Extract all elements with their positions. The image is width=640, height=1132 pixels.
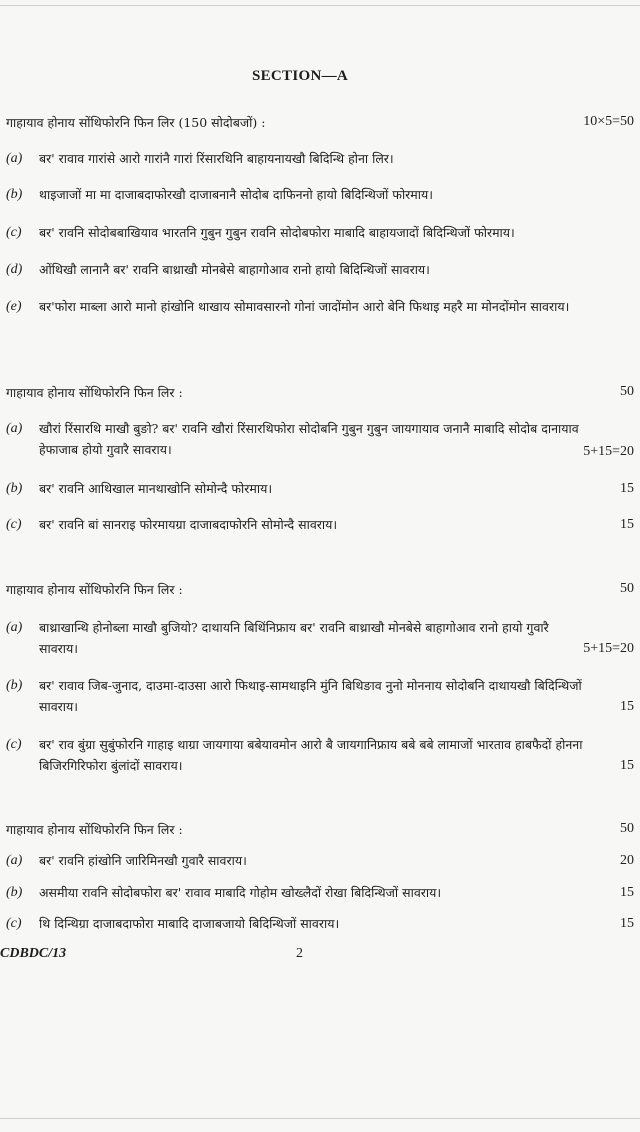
question-heading-text: गाहायाव होनाय सोंथिफोरनि फिन लिर : bbox=[6, 385, 183, 400]
part-marks: 15 bbox=[620, 699, 634, 714]
part-text: बर' रावनि आथिखाल मानथाखोनि सोमोन्दै फोरमाय। bbox=[39, 481, 273, 496]
part-marks: 15 bbox=[620, 916, 634, 931]
question-marks: 10×5=50 bbox=[583, 114, 634, 129]
part-text: बर' रावनि सोदोबबाखियाव भारतनि गुबुन गुबुन रावनि सोदोबफोरा माबादि बाहायजादों बिदिन्थिजों फोरमाय। bbox=[39, 225, 515, 240]
q1-part-a bbox=[6, 148, 634, 169]
q3-part-a bbox=[6, 617, 634, 659]
question-4-heading bbox=[6, 821, 634, 838]
question-2-heading bbox=[6, 384, 634, 401]
part-label: (b) bbox=[6, 678, 23, 693]
part-label: (d) bbox=[6, 262, 23, 277]
part-text: बाथ्राखान्थि होनोब्ला माखौ बुजियो? दाथायनि बिथिंनिफ्राय बर' रावनि बाथ्राखौ मोनबेसे बाहागोआव रानो हायो गुवारै सावराय। bbox=[39, 620, 549, 656]
q4-part-c bbox=[6, 913, 634, 934]
part-label: (c) bbox=[6, 916, 22, 931]
q2-part-b bbox=[6, 478, 634, 499]
part-label: (c) bbox=[6, 225, 22, 240]
part-label: (a) bbox=[6, 853, 23, 868]
part-text: बर' राव बुंग्रा सुबुंफोरनि गाहाइ थाग्रा जायगाया बबेयावमोन आरो बै जायगानिफ्राय बबे बबे लामाजों भारताव हाबफैदों होनना बिजिरगिरिफोरा बुंलांदों सावराय। bbox=[39, 737, 583, 773]
part-text: असमीया रावनि सोदोबफोरा बर' रावाव माबादि गोहोम खोख्लैदों रोखा बिदिन्थिजों सावराय। bbox=[39, 885, 442, 900]
part-label: (a) bbox=[6, 151, 23, 166]
part-label: (b) bbox=[6, 481, 23, 496]
q4-part-a bbox=[6, 850, 634, 871]
question-heading-text: गाहायाव होनाय सोंथिफोरनि फिन लिर : bbox=[6, 822, 183, 837]
part-text: बर' रावाव जिब-जुनाद, दाउमा-दाउसा आरो फिथाइ-सामथाइनि मुंनि बिथिङाव नुनो मोननाय सोदोबनि दाथायखौ बिदिन्थिजों सावराय। bbox=[39, 678, 582, 714]
part-marks: 5+15=20 bbox=[583, 444, 634, 459]
part-marks: 15 bbox=[620, 481, 634, 496]
part-text: ओंथिखौ लानानै बर' रावनि बाथ्राखौ मोनबेसे बाहागोआव रानो हायो बिदिन्थिजों सावराय। bbox=[39, 262, 430, 277]
q3-part-b bbox=[6, 675, 634, 717]
q1-part-b bbox=[6, 184, 634, 205]
part-text: बर' रावाव गारांसे आरो गारांनै गारां रिंसारथिनि बाहायनायखौ बिदिन्थि होना लिर। bbox=[39, 151, 394, 166]
q4-part-b bbox=[6, 882, 634, 903]
part-label: (a) bbox=[6, 421, 23, 436]
part-text: बर' रावनि हांखोनि जारिमिनखौ गुवारै सावराय। bbox=[39, 853, 247, 868]
top-edge-line bbox=[0, 5, 640, 6]
part-text: खौरां रिंसारथि माखौ बुङो? बर' रावनि खौरां रिंसारथिफोरा सोदोबनि गुबुन गुबुन जायगायाव जनानै माबादि सोदोब दानायाव हेफाजाब होयो गुवारै सावराय। bbox=[39, 421, 579, 457]
part-label: (c) bbox=[6, 737, 22, 752]
part-text: थाइजाजों मा मा दाजाबदाफोरखौ दाजाबनानै सोदोब दाफिननो हायो बिदिन्थिजों फोरमाय। bbox=[39, 187, 433, 202]
question-heading-text: गाहायाव होनाय सोंथिफोरनि फिन लिर (150 सोदोबजों) : bbox=[6, 115, 266, 130]
part-marks: 15 bbox=[620, 758, 634, 773]
part-label: (b) bbox=[6, 187, 23, 202]
part-label: (c) bbox=[6, 517, 22, 532]
question-marks: 50 bbox=[620, 384, 634, 399]
page-number: 2 bbox=[296, 946, 303, 961]
q2-part-c bbox=[6, 514, 634, 535]
question-heading-text: गाहायाव होनाय सोंथिफोरनि फिन लिर : bbox=[6, 582, 183, 597]
question-marks: 50 bbox=[620, 821, 634, 836]
q1-part-d bbox=[6, 259, 634, 280]
part-marks: 5+15=20 bbox=[583, 641, 634, 656]
part-text: थि दिन्थिग्रा दाजाबदाफोरा माबादि दाजाबजायो बिदिन्थिजों सावराय। bbox=[39, 916, 340, 931]
part-label: (b) bbox=[6, 885, 23, 900]
paper-code: CDBDC/13 bbox=[0, 946, 67, 961]
part-label: (e) bbox=[6, 299, 22, 314]
q2-part-a bbox=[6, 418, 634, 460]
page-footer bbox=[0, 946, 640, 966]
question-marks: 50 bbox=[620, 581, 634, 596]
question-1-heading bbox=[6, 114, 634, 131]
part-marks: 15 bbox=[620, 885, 634, 900]
bottom-edge-line bbox=[0, 1118, 640, 1119]
part-label: (a) bbox=[6, 620, 23, 635]
q1-part-c bbox=[6, 222, 634, 243]
part-text: बर'फोरा माब्ला आरो मानो हांखोनि थाखाय सोमावसारनो गोनां जादोंमोन आरो बेनि फिथाइ महरै मा मोनदोंमोन सावराय। bbox=[39, 299, 570, 314]
q3-part-c bbox=[6, 734, 634, 776]
section-title: SECTION—A bbox=[251, 68, 349, 84]
part-marks: 20 bbox=[620, 853, 634, 868]
question-3-heading bbox=[6, 581, 634, 598]
part-marks: 15 bbox=[620, 517, 634, 532]
part-text: बर' रावनि बां सानराइ फोरमायग्रा दाजाबदाफोरनि सोमोन्दै सावराय। bbox=[39, 517, 338, 532]
q1-part-e bbox=[6, 296, 634, 317]
